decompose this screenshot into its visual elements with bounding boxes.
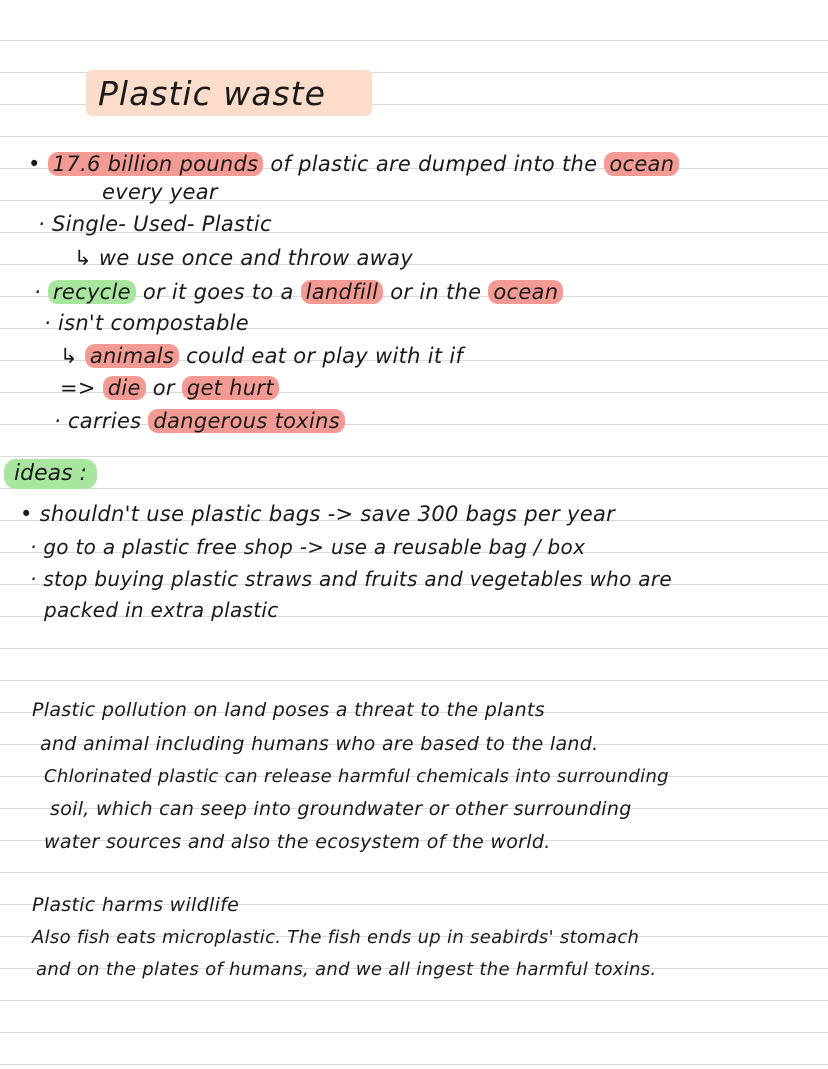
fact-line-3: · Single- Used- Plastic <box>38 212 272 236</box>
bullet: · <box>34 280 48 304</box>
wildlife-heading: Plastic harms wildlife <box>32 894 240 916</box>
fact-line-6: · isn't compostable <box>44 311 249 335</box>
idea-line-4: packed in extra plastic <box>44 598 279 622</box>
fact-line-5 <box>34 278 563 306</box>
highlight-get-hurt: get hurt <box>182 376 279 400</box>
fact-line-7 <box>60 342 463 370</box>
idea-line-1: • shouldn't use plastic bags -> save 300 bags per year <box>20 502 616 526</box>
arrow: ↳ <box>60 344 85 368</box>
highlight-dangerous-toxins: dangerous toxins <box>148 409 345 433</box>
highlight-die: die <box>103 376 146 400</box>
fact-text: or <box>145 376 182 400</box>
highlight-ocean: ocean <box>604 152 679 176</box>
idea-line-2: · go to a plastic free shop -> use a reusable bag / box <box>30 535 586 559</box>
land-line-3: Chlorinated plastic can release harmful chemicals into surrounding <box>44 766 669 787</box>
bullet: • <box>28 152 48 176</box>
fact-line-2: every year <box>102 180 218 204</box>
land-line-1: Plastic pollution on land poses a threat to the plants <box>32 699 545 721</box>
fact-text: · carries <box>54 409 149 433</box>
highlight-landfill: landfill <box>301 280 384 304</box>
ideas-label: ideas : <box>4 459 97 489</box>
highlight-17-6-billion: 17.6 billion pounds <box>48 152 264 176</box>
fact-text: or it goes to a <box>135 280 301 304</box>
wildlife-line-2: and on the plates of humans, and we all ingest the harmful toxins. <box>36 959 657 980</box>
highlight-ocean-2: ocean <box>488 280 563 304</box>
fact-line-9 <box>54 407 345 435</box>
highlight-recycle: recycle <box>48 280 136 304</box>
fact-text: could eat or play with it if <box>179 344 464 368</box>
fact-text: or in the <box>383 280 489 304</box>
land-line-4: soil, which can seep into groundwater or other surrounding <box>50 798 632 820</box>
fact-line-8 <box>60 374 279 402</box>
land-line-2: and animal including humans who are based to the land. <box>40 733 599 755</box>
fact-text: of plastic are dumped into the <box>263 152 605 176</box>
fact-line-1 <box>28 150 679 178</box>
arrow: => <box>60 376 103 400</box>
fact-line-4: ↳ we use once and throw away <box>74 246 413 270</box>
land-line-5: water sources and also the ecosystem of the world. <box>44 831 551 853</box>
highlight-animals: animals <box>85 344 179 368</box>
wildlife-line-1: Also fish eats microplastic. The fish ends up in seabirds' stomach <box>32 927 640 948</box>
idea-line-3: · stop buying plastic straws and fruits and vegetables who are <box>30 567 672 591</box>
page-title: Plastic waste <box>98 74 326 113</box>
